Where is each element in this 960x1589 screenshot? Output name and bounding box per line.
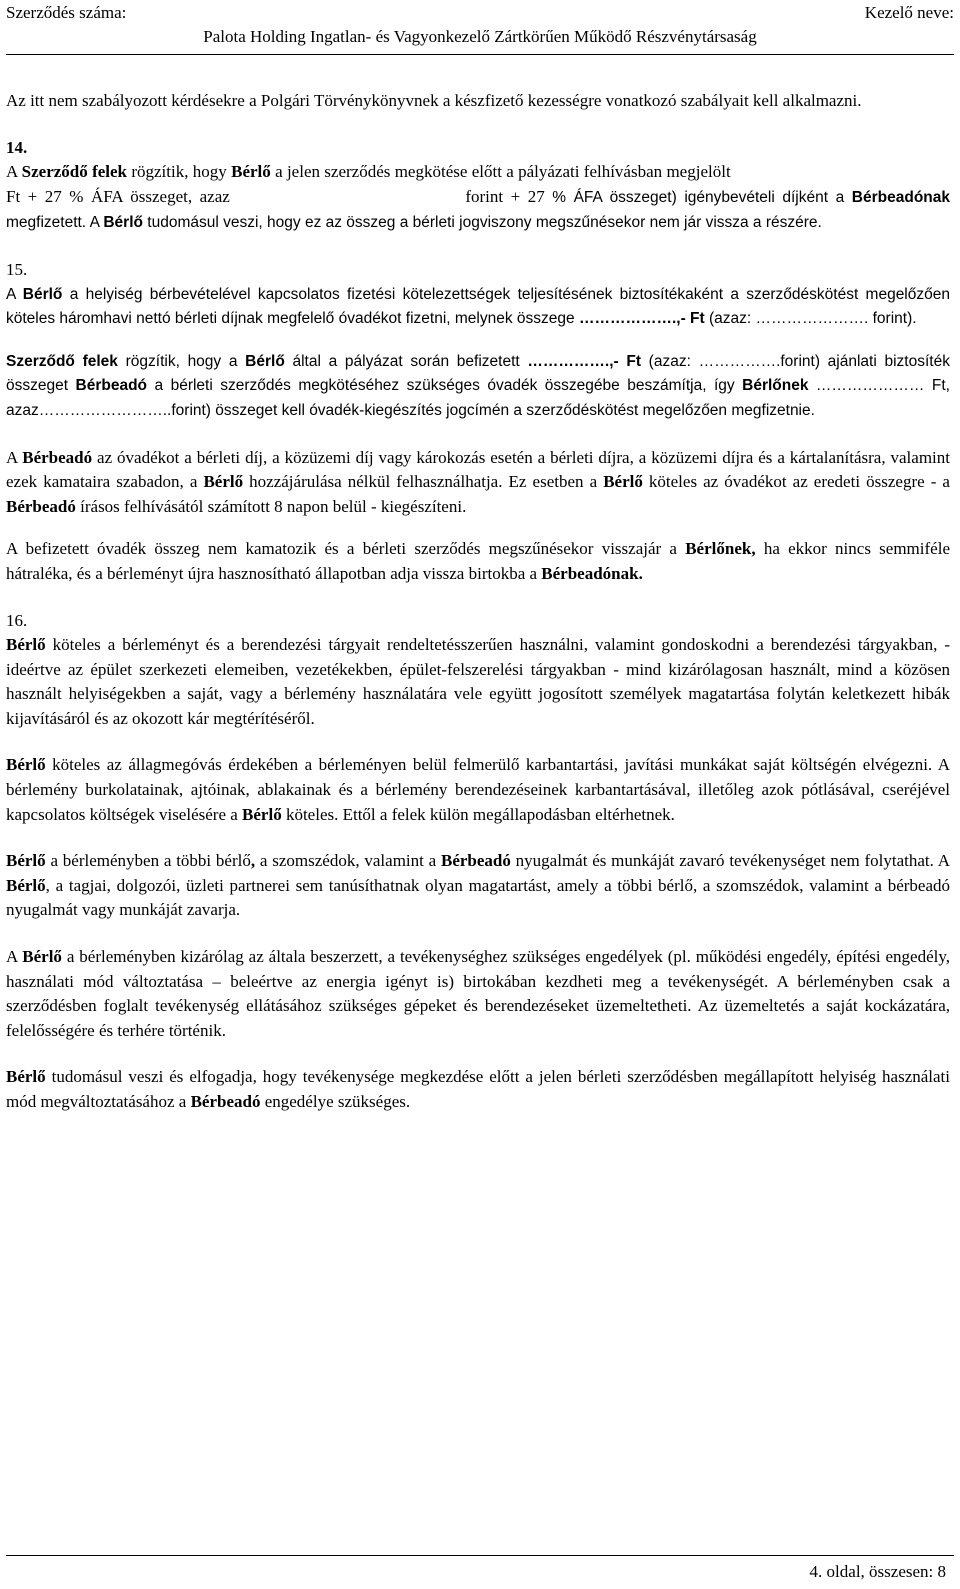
section-14-paragraph: A Szerződő felek rögzítik, hogy Bérlő a jelen szerződés megkötése előtt a pályázati felhívásban megjelölt Ft + 27 % ÁFA összeget, azaz forint + 27 % ÁFA összeget) igénybevételi díjként a Bérbeadónak megfizetett. A Bérlő tudomásul veszi, hogy ez az összeg a bérleti jogviszony megszűnésekor nem jár vissza a részére. xyxy=(6,162,950,232)
section-15-paragraph-4: A befizetett óvadék összeg nem kamatozik és a bérleti szerződés megszűnésekor visszajár a Bérlőnek, ha ekkor nincs semmiféle hátraléka, és a bérleményt újra hasznosítható állapotban adja vissza birtokba a Bérbeadónak. xyxy=(6,539,950,583)
footer-divider xyxy=(6,1555,954,1556)
page-header xyxy=(6,0,954,55)
company-name: Palota Holding Ingatlan- és Vagyonkezelő Zártkörűen Működő Részvénytársaság xyxy=(203,27,757,46)
section-16-number: 16. xyxy=(6,610,28,630)
contract-number-label: Szerződés száma: xyxy=(6,3,127,22)
section-16-paragraph-3: Bérlő a bérleményben a többi bérlő, a szomszédok, valamint a Bérbeadó nyugalmát és munkáját zavaró tevékenységet nem folytathat. A Bérlő, a tagjai, dolgozói, üzleti partnerei sem tanúsíthatnak olyan magatartást, amely a többi bérlő, a szomszédok, valamint a bérbeadó nyugalmát vagy munkáját zavarja. xyxy=(6,851,950,920)
section-15-paragraph-1: A Bérlő a helyiség bérbevételével kapcsolatos fizetési kötelezettségek teljesítésének biztosítékaként a szerződéskötést megelőzően köteles háromhavi nettó bérleti díjnak megfelelő óvadékot fizetni, melynek összege ……………….,- Ft (azaz: …………………. forint). xyxy=(6,285,950,328)
section-15-number: 15. xyxy=(6,259,28,279)
section-16-paragraph-4: A Bérlő a bérleményben kizárólag az általa beszerzett, a tevékenységhez szükséges engedélyek (pl. működési engedély, építési engedély, használati mód változtatása – beleértve az energia igényt is) birtokában kezdheti meg a tevékenységét. A bérleményben csak a szerződésben foglalt tevékenység ellátásához szükséges gépeket és berendezéseket üzemeltetheti. Az üzemeltetés a saját kockázatára, felelősségére és terhére történik. xyxy=(6,947,950,1040)
section-15-paragraph-2: Szerződő felek rögzítik, hogy a Bérlő által a pályázat során befizetett …………….,- Ft (azaz: …………….forint) ajánlati biztosíték összeget Bérbeadó a bérleti szerződés megkötéséhez szükséges óvadék összegébe beszámítja, így Bérlőnek ………………… Ft, azaz……………………..forint) összeget kell óvadék-kiegészítés jogcímén a szerződéskötést megelőzően megfizetnie. xyxy=(6,352,950,419)
section-15-paragraph-3: A Bérbeadó az óvadékot a bérleti díj, a közüzemi díj vagy károkozás esetén a bérleti díjra, a közüzemi díjra és a kártalanításra, valamint ezek kamataira szabadon, a Bérlő hozzájárulása nélkül felhasználhatja. Ez esetben a Bérlő köteles az óvadékot az eredeti összegre - a Bérbeadó írásos felhívásától számított 8 napon belül - kiegészíteni. xyxy=(6,447,950,516)
manager-name-label: Kezelő neve: xyxy=(864,3,954,22)
document-body xyxy=(6,89,950,1115)
page-number: 4. oldal, összesen: 8 xyxy=(809,1562,946,1581)
intro-paragraph: Az itt nem szabályozott kérdésekre a Polgári Törvénykönyvnek a készfizető kezességre vonatkozó szabályait kell alkalmazni. xyxy=(6,91,862,110)
section-14-number: 14. xyxy=(6,137,28,157)
section-16-paragraph-5: Bérlő tudomásul veszi és elfogadja, hogy tevékenysége megkezdése előtt a jelen bérleti szerződésben megállapított helyiség használati mód megváltoztatásához a Bérbeadó engedélye szükséges. xyxy=(6,1067,950,1111)
section-16-paragraph-1: Bérlő köteles a bérleményt és a berendezési tárgyait rendeltetésszerűen használni, valamint gondoskodni a berendezési tárgyakban, - ideértve az épület szerkezeti elemeiben, vezetékekben, épület-felszerelési tárgyakban - mind kizárólagosan használt, mind a közösen használt helyiségekben a saját, vagy a bérlemény használatára vele együtt jogosított személyek magatartása folytán keletkezett hibák kijavításáról és az okozott kár megtérítéséről. xyxy=(6,635,950,728)
section-16-paragraph-2: Bérlő köteles az állagmegóvás érdekében a bérleményen belül felmerülő karbantartási, javítási munkákat saját költségén elvégezni. A bérlemény burkolatainak, ajtóinak, ablakainak és a bérlemény berendezéseinek karbantartásával, illetőleg azok pótlásával, cseréjével kapcsolatos költségek viselésére a Bérlő köteles. Ettől a felek külön megállapodásban eltérhetnek. xyxy=(6,755,950,824)
